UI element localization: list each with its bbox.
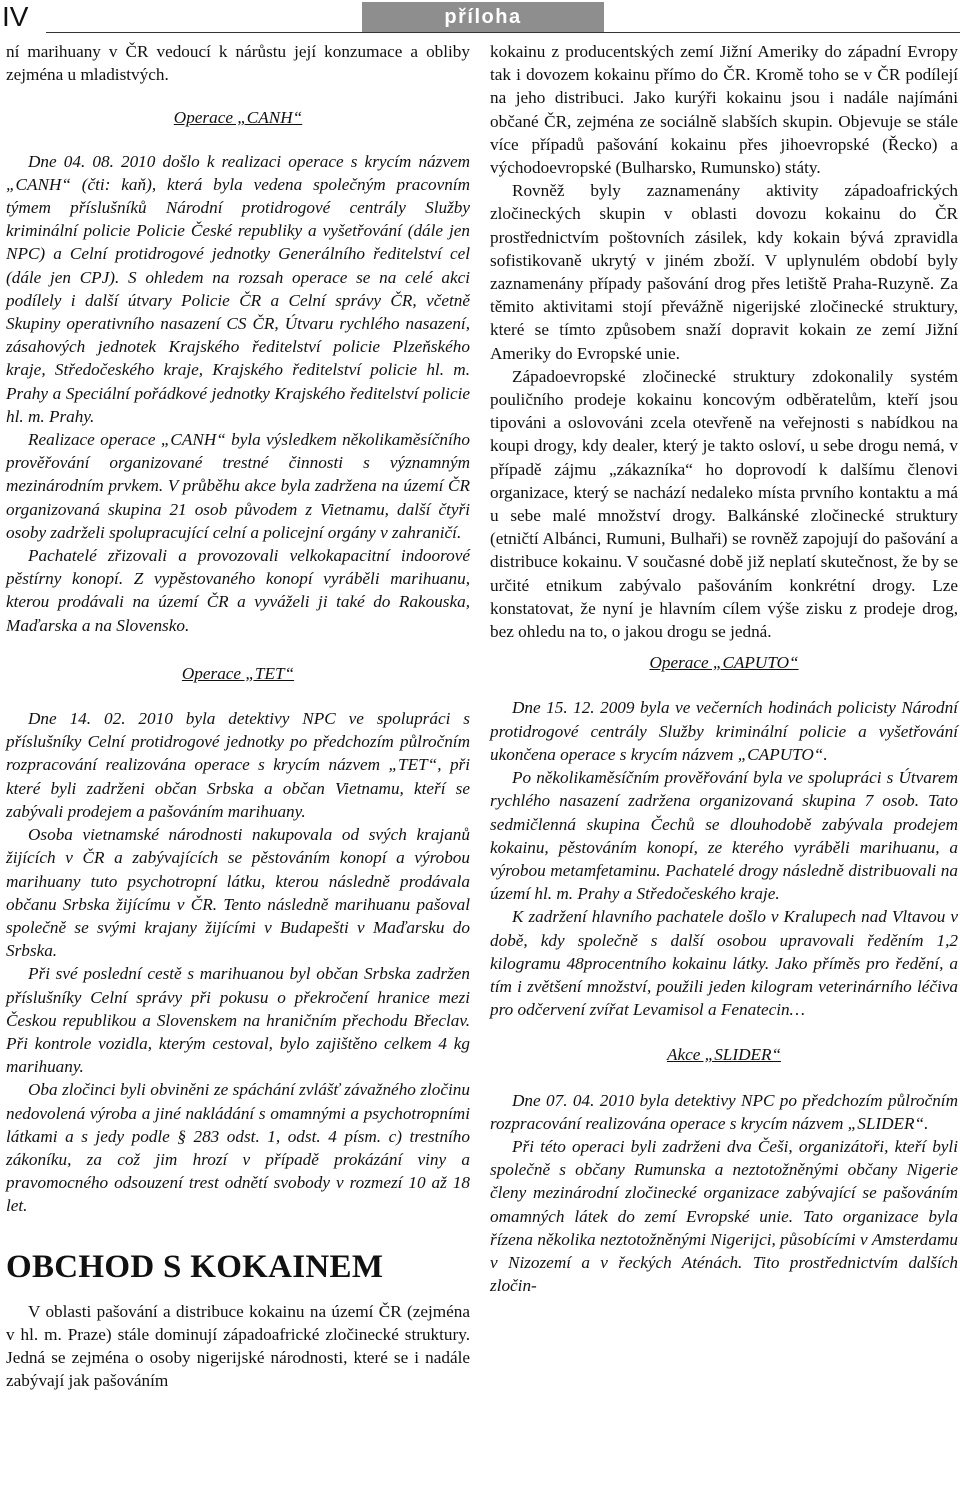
operation-tet-paragraph-3: Při své poslední cestě s marihuanou byl občan Srbska zadržen příslušníky Celní správy při pokusu o překročení hranice mezi Českou republikou a Slovenskem na hraničním přechodu Břeclav. Při kontrole vozidla, kterým cestoval, bylo zajištěno celkem 4 kg marihuany. bbox=[6, 964, 470, 1077]
operation-canh-paragraph-1: Dne 04. 08. 2010 došlo k realizaci operace s krycím názvem „CANH“ (čti: kaň), která byla vedena společným pracovním týmem příslušníků Národní protidrogové centrály Služby kriminální policie Policie České republiky a vyšetřování (dále jen NPC) a Celní protidrogové jednotky Generálního ředitelství cel (dále jen CPJ). S ohledem na rozsah operace se na celé akci podílely i další útvary Policie ČR a Celní správy ČR, včetně Skupiny operativního nasazení CS ČR, Útvaru rychlého nasazení, zásahových jednotek Krajského ředitelství policie Plzeňského kraje, Středočeského kraje, Krajského ředitelství policie hl. m. Prahy a Speciální pořádkové jednotky Krajského ředitelství policie hl. m. Prahy. bbox=[6, 151, 470, 426]
action-slider-paragraph-2: Při této operaci byli zadrženi dva Češi, organizátoři, kteří byli společně s občany Rumunska a neztotožněnými občany Nigerie členy mezinárodní zločinecké organizace zabývající se pašováním omamných látek do zemí Evropské unie. Tato organizace byla řízena několika neztotožněnými Nigerijci, působícími v Amsterdamu v Nizozemí a v řeckých Aténách. Tito prostřednictvím dalších zločin- bbox=[490, 1136, 958, 1296]
operation-canh-heading: Operace „CANH“ bbox=[173, 108, 303, 128]
operation-tet-heading: Operace „TET“ bbox=[181, 663, 295, 683]
page-number: IV bbox=[2, 1, 29, 32]
action-slider-heading: Akce „SLIDER“ bbox=[666, 1045, 782, 1065]
operation-caputo-paragraph-3: K zadržení hlavního pachatele došlo v Kralupech nad Vltavou v době, kdy společně s další osobou upravovali ředěním 1,2 kilogramu 48procentního kokainu látky. Jako příměs pro ředění, a tím i zvětšení množství, použili jeden kilogram veterinárního léčiva pro odčervení zvířat Levamisol a Fenatecin… bbox=[490, 907, 958, 1020]
left-column bbox=[6, 40, 470, 1392]
operation-canh-paragraph-3: Pachatelé zřizovali a provozovali velkokapacitní indoorové pěstírny konopí. Z vypěstovaného konopí vyráběli marihuanu, kterou prodávali na území ČR a vyváželi ji také do Rakouska, Maďarska a na Slovensko. bbox=[6, 546, 470, 635]
right-column bbox=[490, 40, 958, 1297]
cocaine-paragraph-2: kokainu z producentských zemí Jižní Ameriky do západní Evropy tak i dovozem kokainu přímo do ČR. Kromě toho se v ČR podílejí na jeho distribuci. Jako kurýři kokainu jsou i nadále najímáni občané ČR, zejména ze sociálně slabších skupin. Objevuje se stále více případů pašování kokainu přes jihoevropské (Řecko) a východoevropské (Bulharsko, Rumunsko) státy. bbox=[490, 42, 958, 178]
intro-paragraph: ní marihuany v ČR vedoucí k nárůstu její konzumace a obliby zejména u mladistvých. bbox=[6, 42, 470, 85]
header-rule bbox=[46, 32, 960, 33]
operation-tet-paragraph-1: Dne 14. 02. 2010 byla detektivy NPC ve spolupráci s příslušníky Celní protidrogové jednotky po předchozím půlročním rozpracování realizována operace s krycím názvem „TET“, při které byli zadrženi občan Srbska a občan Vietnamu, kteří se zabývali prodejem a pašováním marihuany. bbox=[6, 709, 470, 821]
cocaine-paragraph-1: V oblasti pašování a distribuce kokainu na území ČR (zejména v hl. m. Praze) stále dominují západoafrické zločinecké struktury. Jedná se zejména o osoby nigerijské národnosti, které se i nadále zabývají jak pašováním bbox=[6, 1301, 470, 1391]
action-slider-paragraph-1: Dne 07. 04. 2010 byla detektivy NPC po předchozím půlročním rozpracování realizována operace s krycím názvem „SLIDER“. bbox=[490, 1090, 958, 1133]
operation-caputo-paragraph-1: Dne 15. 12. 2009 byla ve večerních hodinách policisty Národní protidrogové centrály Služby kriminální policie a vyšetřování ukončena operace s krycím názvem „CAPUTO“. bbox=[490, 698, 958, 764]
cocaine-paragraph-3: Rovněž byly zaznamenány aktivity západoafrických zločineckých skupin v oblasti dovozu kokainu do ČR prostřednictvím poštovních zásilek, kdy kokain bývá zpravidla sofistikovaně ukrytý v jiném zboží. V uplynulém období byly zaznamenány případy pašování drog přes letiště Praha-Ruzyně. Za těmito aktivitami stojí převážně nigerijské zločinecké struktury, které se tímto způsobem snaží dopravit kokain ze zemí Jižní Ameriky do Evropské unie. bbox=[490, 181, 958, 363]
operation-canh-paragraph-2: Realizace operace „CANH“ byla výsledkem několikaměsíčního prověřování organizované trestné činnosti s významným mezinárodním prvkem. V průběhu akce byla zadržena na území ČR organizovaná skupina 21 osob původem z Vietnamu, další čtyři osoby zadrželi spolupracující celní a policejní orgány v zahraničí. bbox=[6, 430, 470, 542]
page-header bbox=[0, 0, 960, 34]
operation-tet-paragraph-2: Osoba vietnamské národnosti nakupovala od svých krajanů žijících v ČR a zabývajících se pěstováním konopí a výrobou marihuany tuto psychotropní látku, kterou následně prodávala občanu Srbska žijícímu v ČR. Tento následně marihuanu pašoval společně se svými krajany žijícími v Budapešti v Maďarsku do Srbska. bbox=[6, 825, 470, 961]
cocaine-section-heading: OBCHOD S KOKAINEM bbox=[6, 1248, 384, 1285]
operation-caputo-paragraph-2: Po několikaměsíčním prověřování byla ve spolupráci s Útvarem rychlého nasazení zadržena organizovaná skupina 7 osob. Tato sedmičlenná skupina Čechů se dlouhodobě zabývala prodejem kokainu, pěstováním konopí, ze kterého vyráběli marihuanu, a výrobou metamfetaminu. Pachatelé drogy následně distribuovali na území hl. m. Prahy a Středočeského kraje. bbox=[490, 768, 958, 904]
operation-tet-paragraph-4: Oba zločinci byli obviněni ze spáchání zvlášť závažného zločinu nedovolená výroba a jiné nakládání s omamnými a psychotropními látkami a s jedy podle § 283 odst. 1, odst. 4 písm. c) trestního zákoníku, za což jim hrozí v případě prokázání viny a pravomocného odsouzení trest odnětí svobody v rozmezí 10 až 18 let. bbox=[6, 1080, 470, 1216]
cocaine-paragraph-4: Západoevropské zločinecké struktury zdokonalily systém pouličního prodeje kokainu koncovým odběratelům, kteří jsou tipováni a oslovováni zcela otevřeně na veřejnosti s nabídkou na koupi drogy, kdy dealer, který je takto osloví, u sebe drogu nemá, v případě zájmu „zákazníka“ ho doprovodí k dalšímu členovi organizace, který se nachází nedaleko místa prvního kontaktu a má u sebe malé množství drogy. Balkánské zločinecké struktury (etničtí Albánci, Rumuni, Bulhaři) se rovněž zapojují do pašování a distribuce kokainu. V současné době již neplatí skutečnost, že by se určité etnikum zabývalo pašováním konkrétní drogy. Lze konstatovat, že nyní je hlavním cílem výše zisku z prodeje drog, bez ohledu na to, o jakou drogu se jedná. bbox=[490, 366, 958, 642]
section-tag: příloha bbox=[362, 2, 604, 32]
operation-caputo-heading: Operace „CAPUTO“ bbox=[649, 653, 799, 673]
